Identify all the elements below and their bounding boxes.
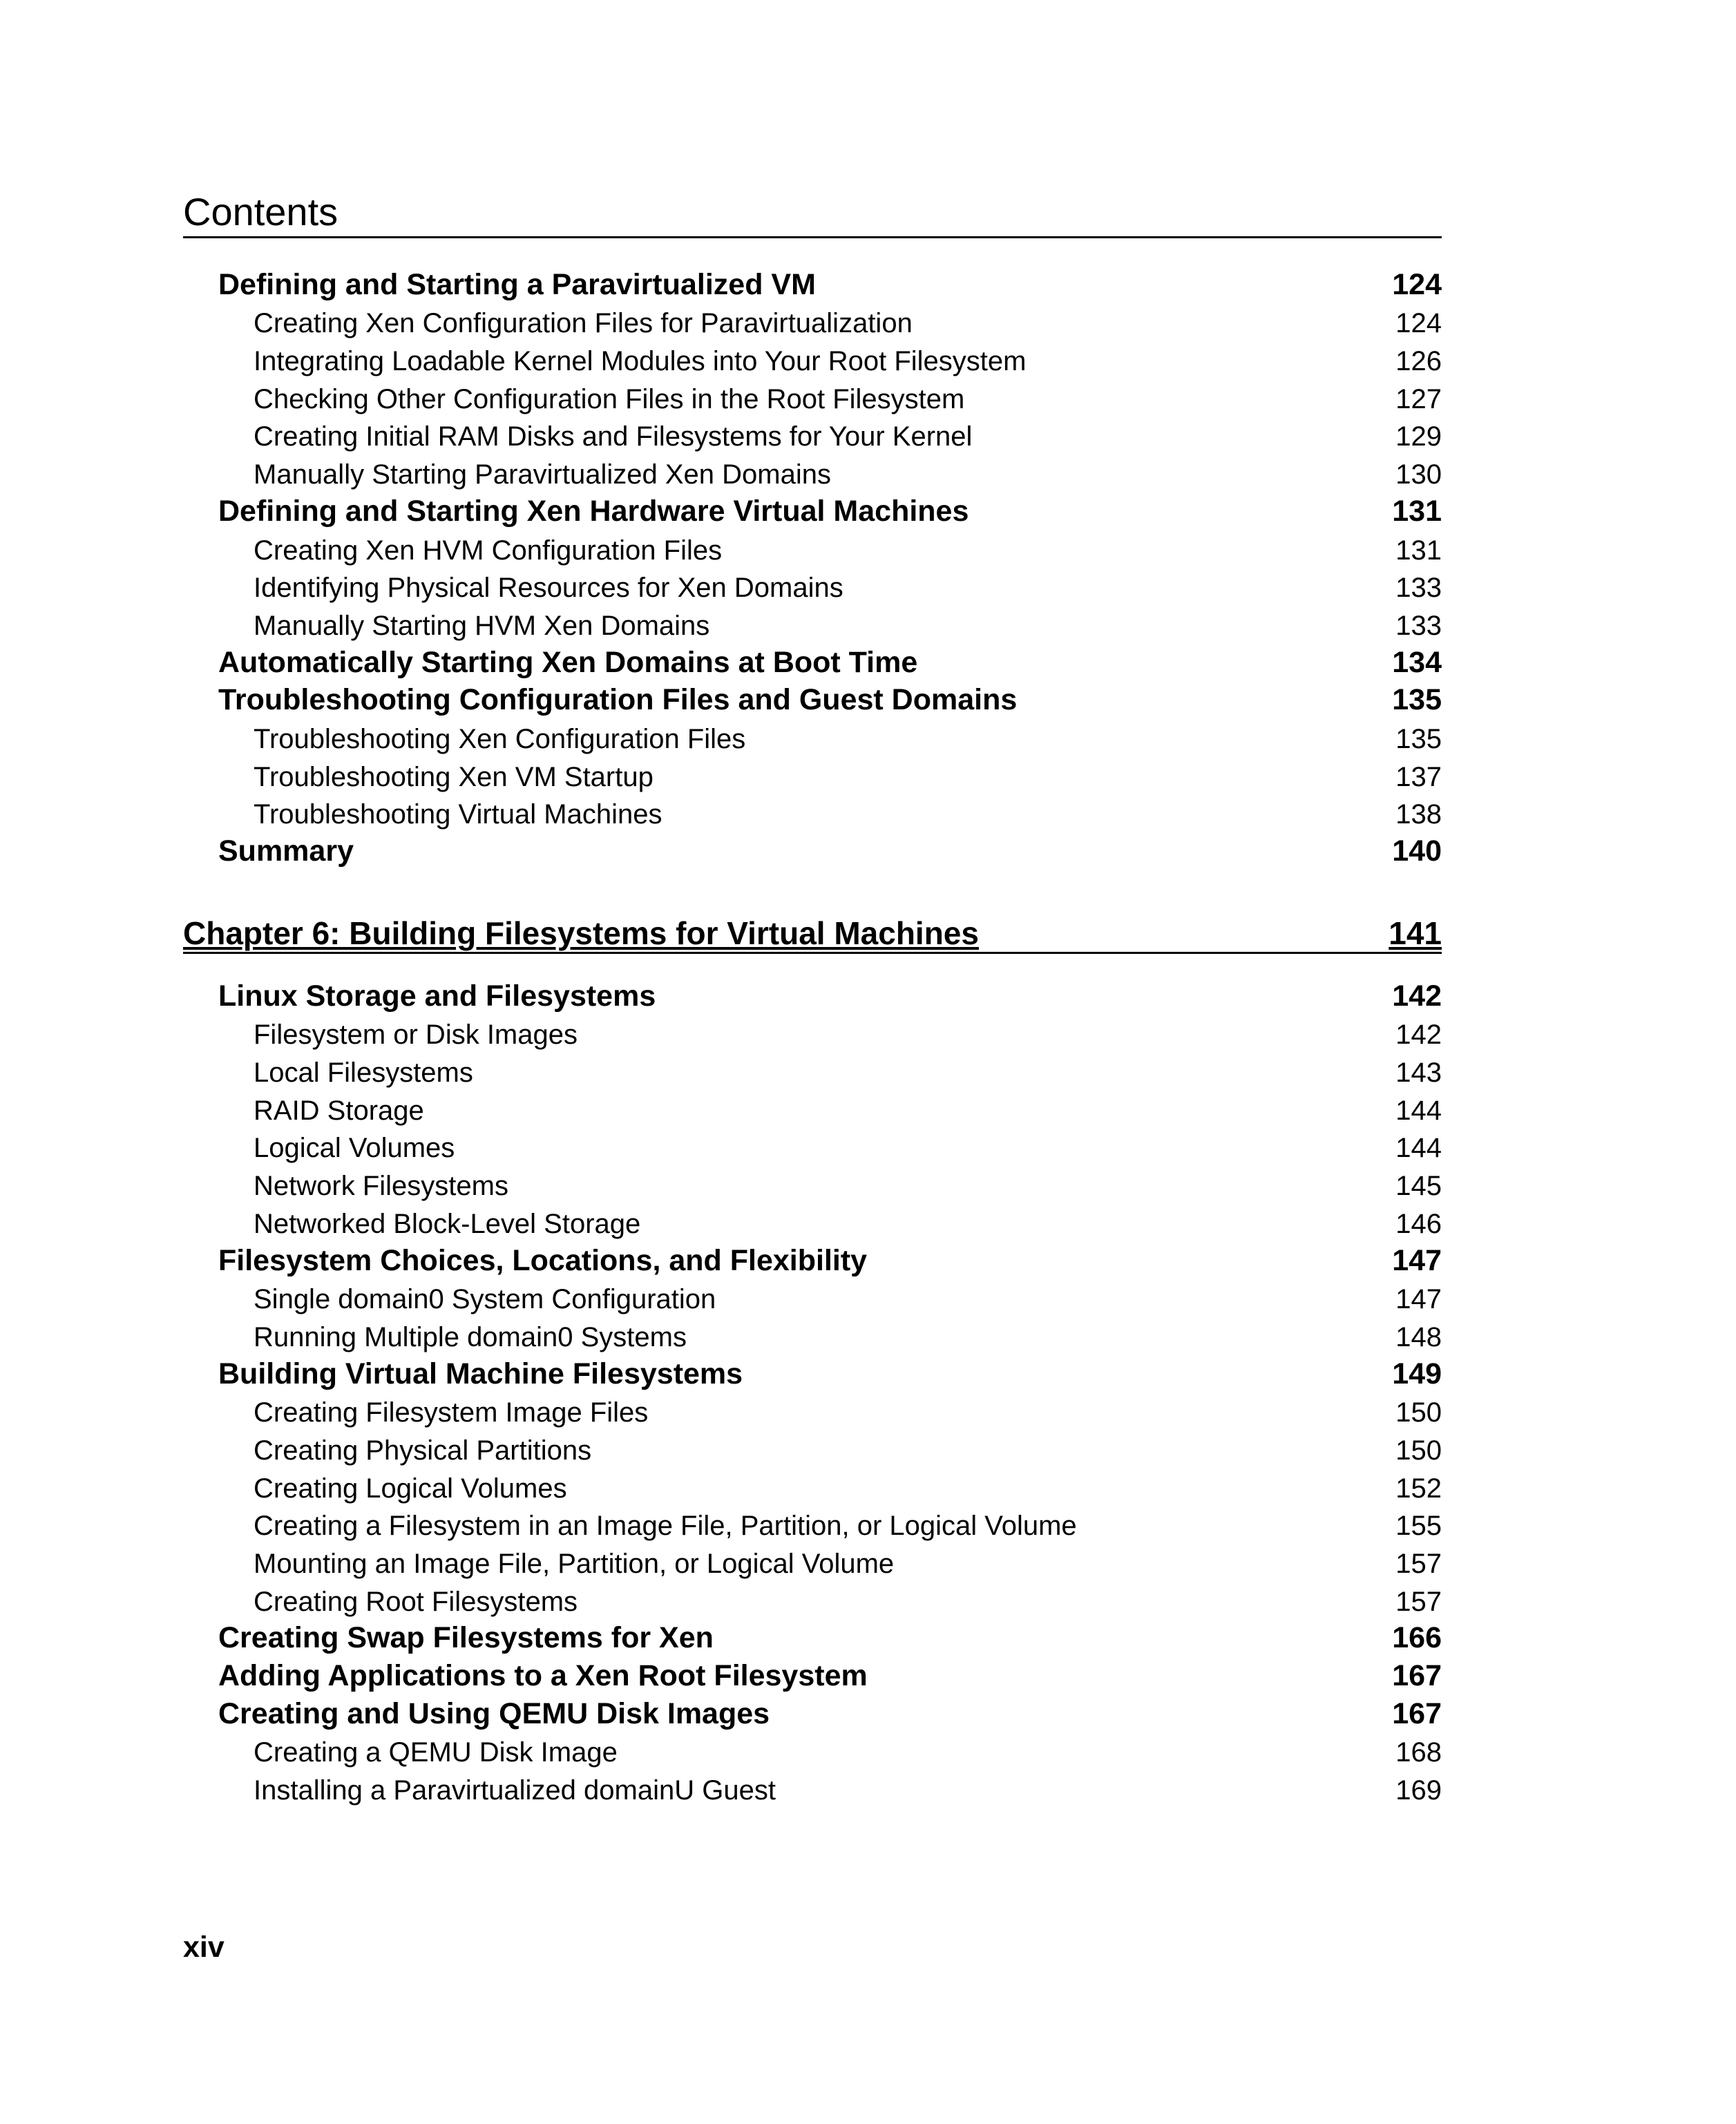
toc-entry-title: RAID Storage xyxy=(254,1095,424,1126)
toc-entry-page-number: 135 xyxy=(1395,723,1442,754)
toc-entry-page-number: 135 xyxy=(1392,683,1442,717)
toc-entry-title: Creating a Filesystem in an Image File, Partition, or Logical Volume xyxy=(254,1511,1077,1542)
toc-entry-subsection xyxy=(0,535,1442,573)
toc-entry-page-number: 126 xyxy=(1395,346,1442,377)
toc-entry-subsection xyxy=(0,422,1442,460)
toc-entry-title: Networked Block-Level Storage xyxy=(254,1208,641,1239)
toc-entry-page-number: 146 xyxy=(1395,1208,1442,1239)
toc-section-b xyxy=(0,979,1442,1813)
toc-entry-title: Creating Xen Configuration Files for Paravirtualization xyxy=(254,308,913,339)
toc-entry-subsection xyxy=(0,1096,1442,1133)
toc-entry-subsection xyxy=(0,1549,1442,1587)
toc-entry-subsection xyxy=(0,1738,1442,1776)
page-folio: xiv xyxy=(183,1931,225,1964)
toc-entry-subsection xyxy=(0,1322,1442,1360)
toc-entry-subsection xyxy=(0,384,1442,422)
toc-entry-page-number: 131 xyxy=(1395,535,1442,566)
toc-entry-page-number: 131 xyxy=(1392,494,1442,528)
toc-entry-title: Creating Root Filesystems xyxy=(254,1586,578,1617)
toc-entry-page-number: 144 xyxy=(1395,1095,1442,1126)
toc-entry-page-number: 133 xyxy=(1395,610,1442,641)
toc-entry-page-number: 147 xyxy=(1395,1284,1442,1315)
toc-entry-title: Filesystem Choices, Locations, and Flexibility xyxy=(218,1243,868,1277)
toc-entry-title: Troubleshooting Configuration Files and Guest Domains xyxy=(218,683,1018,717)
toc-entry-subsection xyxy=(0,1473,1442,1511)
toc-entry-page-number: 169 xyxy=(1395,1775,1442,1806)
page-title: Contents xyxy=(183,190,338,233)
toc-entry-subsection xyxy=(0,762,1442,800)
toc-entry-subsection xyxy=(0,724,1442,762)
toc-entry-page-number: 148 xyxy=(1395,1321,1442,1352)
toc-entry-page-number: 142 xyxy=(1392,979,1442,1013)
toc-entry-page-number: 143 xyxy=(1395,1058,1442,1089)
page-header xyxy=(183,181,1442,238)
toc-entry-subsection xyxy=(0,1587,1442,1625)
toc-entry-subsection xyxy=(0,1058,1442,1096)
toc-entry-page-number: 147 xyxy=(1392,1243,1442,1277)
toc-entry-subsection xyxy=(0,1209,1442,1247)
toc-entry-subsection xyxy=(0,611,1442,649)
toc-entry-title: Defining and Starting a Paravirtualized VM xyxy=(218,267,816,301)
toc-entry-page-number: 157 xyxy=(1395,1549,1442,1579)
toc-entry-page-number: 167 xyxy=(1392,1696,1442,1730)
toc-entry-page-number: 168 xyxy=(1395,1737,1442,1768)
toc-entry-title: Mounting an Image File, Partition, or Logical Volume xyxy=(254,1549,895,1579)
toc-entry-title: Troubleshooting Virtual Machines xyxy=(254,799,662,830)
toc-entry-title: Creating Logical Volumes xyxy=(254,1473,567,1504)
toc-entry-page-number: 150 xyxy=(1395,1397,1442,1428)
toc-entry-title: Creating Xen HVM Configuration Files xyxy=(254,535,723,566)
toc-entry-page-number: 137 xyxy=(1395,761,1442,792)
toc-entry-title: Running Multiple domain0 Systems xyxy=(254,1321,687,1352)
toc-entry-page-number: 149 xyxy=(1392,1357,1442,1390)
toc-entry-title: Filesystem or Disk Images xyxy=(254,1020,578,1051)
toc-entry-title: Manually Starting Paravirtualized Xen Domains xyxy=(254,459,831,490)
toc-entry-title: Identifying Physical Resources for Xen Domains xyxy=(254,573,843,604)
toc-entry-page-number: 157 xyxy=(1395,1586,1442,1617)
toc-entry-page-number: 167 xyxy=(1392,1659,1442,1693)
toc-entry-title: Troubleshooting Xen Configuration Files xyxy=(254,723,746,754)
toc-entry-page-number: 130 xyxy=(1395,459,1442,490)
toc-entry-page-number: 150 xyxy=(1395,1435,1442,1466)
toc-entry-section xyxy=(0,645,1442,687)
toc-entry-title: Automatically Starting Xen Domains at Boot Time xyxy=(218,645,918,679)
toc-entry-subsection xyxy=(0,1020,1442,1058)
toc-entry-page-number: 124 xyxy=(1392,267,1442,301)
toc-entry-page-number: 140 xyxy=(1392,834,1442,868)
toc-entry-title: Adding Applications to a Xen Root Filesystem xyxy=(218,1659,868,1693)
chapter-title: Chapter 6: Building Filesystems for Virtual Machines xyxy=(183,915,979,951)
toc-entry-title: Local Filesystems xyxy=(254,1058,473,1089)
toc-entry-subsection xyxy=(0,1511,1442,1549)
toc-entry-subsection xyxy=(0,1133,1442,1171)
toc-entry-subsection xyxy=(0,1285,1442,1323)
toc-entry-section xyxy=(0,494,1442,535)
toc-entry-section xyxy=(0,834,1442,875)
toc-entry-section xyxy=(0,1659,1442,1700)
toc-entry-page-number: 145 xyxy=(1395,1171,1442,1202)
toc-entry-section xyxy=(0,1243,1442,1285)
chapter-page-number: 141 xyxy=(1389,915,1442,951)
toc-entry-subsection xyxy=(0,1398,1442,1436)
toc-entry-title: Logical Volumes xyxy=(254,1133,455,1164)
toc-entry-page-number: 142 xyxy=(1395,1020,1442,1051)
toc-entry-title: Troubleshooting Xen VM Startup xyxy=(254,761,654,792)
chapter-heading xyxy=(183,913,1442,954)
toc-section-a xyxy=(0,267,1442,875)
toc-entry-page-number: 138 xyxy=(1395,799,1442,830)
toc-entry-title: Creating Physical Partitions xyxy=(254,1435,592,1466)
toc-entry-section xyxy=(0,979,1442,1020)
toc-entry-title: Creating a QEMU Disk Image xyxy=(254,1737,618,1768)
toc-entry-title: Creating and Using QEMU Disk Images xyxy=(218,1696,770,1730)
toc-entry-section xyxy=(0,1357,1442,1398)
toc-entry-section xyxy=(0,267,1442,309)
toc-entry-title: Linux Storage and Filesystems xyxy=(218,979,656,1013)
toc-entry-title: Summary xyxy=(218,834,354,868)
toc-entry-page-number: 166 xyxy=(1392,1621,1442,1655)
toc-entry-section xyxy=(0,683,1442,725)
toc-entry-title: Creating Initial RAM Disks and Filesystems for Your Kernel xyxy=(254,421,973,452)
toc-entry-subsection xyxy=(0,309,1442,347)
toc-entry-subsection xyxy=(0,1775,1442,1813)
toc-entry-title: Creating Swap Filesystems for Xen xyxy=(218,1621,714,1655)
toc-entry-subsection xyxy=(0,1435,1442,1473)
toc-entry-subsection xyxy=(0,573,1442,611)
toc-entry-title: Installing a Paravirtualized domainU Guest xyxy=(254,1775,776,1806)
toc-entry-subsection xyxy=(0,459,1442,497)
toc-entry-title: Integrating Loadable Kernel Modules into Your Root Filesystem xyxy=(254,346,1027,377)
toc-entry-subsection xyxy=(0,1171,1442,1209)
toc-entry-section xyxy=(0,1621,1442,1663)
toc-entry-section xyxy=(0,1696,1442,1738)
toc-entry-subsection xyxy=(0,346,1442,384)
toc-entry-subsection xyxy=(0,800,1442,838)
toc-entry-title: Defining and Starting Xen Hardware Virtual Machines xyxy=(218,494,969,528)
toc-entry-title: Manually Starting HVM Xen Domains xyxy=(254,610,710,641)
toc-entry-page-number: 134 xyxy=(1392,645,1442,679)
toc-entry-page-number: 133 xyxy=(1395,573,1442,604)
toc-entry-page-number: 127 xyxy=(1395,383,1442,414)
toc-entry-page-number: 152 xyxy=(1395,1473,1442,1504)
toc-entry-page-number: 144 xyxy=(1395,1133,1442,1164)
toc-entry-page-number: 129 xyxy=(1395,421,1442,452)
toc-entry-title: Network Filesystems xyxy=(254,1171,508,1202)
toc-entry-page-number: 155 xyxy=(1395,1511,1442,1542)
toc-entry-title: Single domain0 System Configuration xyxy=(254,1284,716,1315)
toc-entry-title: Checking Other Configuration Files in the Root Filesystem xyxy=(254,383,965,414)
toc-entry-title: Building Virtual Machine Filesystems xyxy=(218,1357,743,1390)
toc-entry-page-number: 124 xyxy=(1395,308,1442,339)
toc-entry-title: Creating Filesystem Image Files xyxy=(254,1397,649,1428)
